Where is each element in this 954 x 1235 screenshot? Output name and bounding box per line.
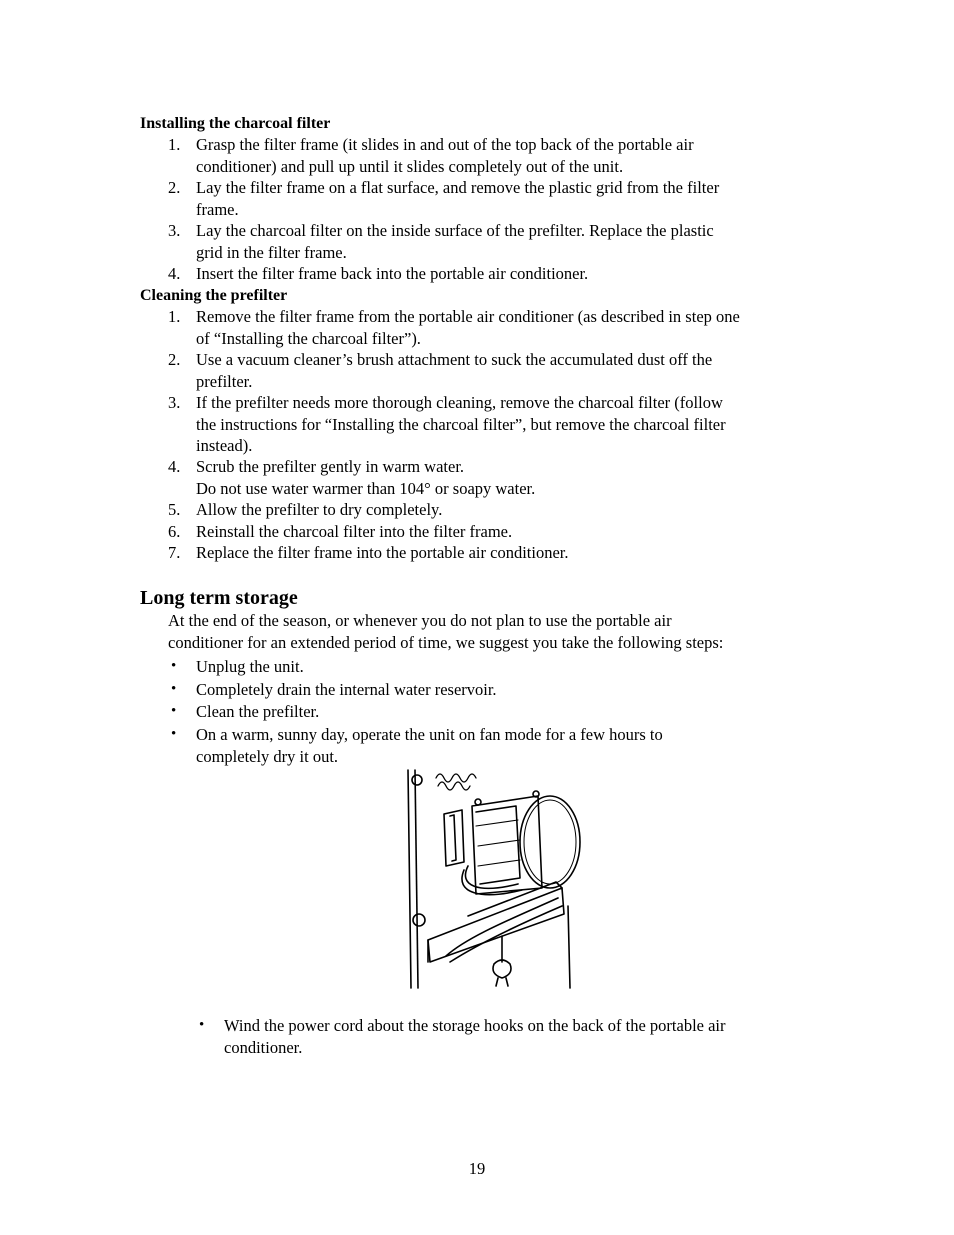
step-text: the instructions for “Installing the charcoal filter”, but remove the charcoal filter <box>196 414 726 434</box>
step-text: conditioner) and pull up until it slides completely out of the unit. <box>196 156 624 176</box>
step-number: 1. <box>168 135 181 154</box>
step-number: 2. <box>168 178 181 197</box>
storage-intro-paragraph <box>168 610 818 653</box>
step-text: Lay the filter frame on a flat surface, and remove the plastic grid from the filter <box>196 178 720 197</box>
power-cord-storage-illustration <box>398 766 588 992</box>
installing-charcoal-filter-heading: Installing the charcoal filter <box>140 115 331 132</box>
step-number: 2. <box>168 350 181 369</box>
step-number: 3. <box>168 393 181 412</box>
step-text: of “Installing the charcoal filter”). <box>196 328 421 348</box>
bullet-text: Clean the prefilter. <box>196 702 320 721</box>
step-text: frame. <box>196 199 239 219</box>
step-number: 4. <box>168 457 181 476</box>
step-number: 5. <box>168 500 181 519</box>
step-text: prefilter. <box>196 371 253 391</box>
bullet-text: Wind the power cord about the storage hooks on the back of the portable air <box>224 1016 726 1035</box>
step-text: Insert the filter frame back into the portable air conditioner. <box>196 264 589 283</box>
step-text: instead). <box>196 436 253 455</box>
bullet-text: conditioner. <box>224 1037 303 1057</box>
bullet-text: Unplug the unit. <box>196 657 304 676</box>
step-text: Replace the filter frame into the portable air conditioner. <box>196 543 569 562</box>
step-text: Reinstall the charcoal filter into the filter frame. <box>196 522 513 541</box>
intro-line: At the end of the season, or whenever you do not plan to use the portable air <box>168 611 672 630</box>
step-text: grid in the filter frame. <box>196 242 347 262</box>
long-term-storage-heading: Long term storage <box>140 587 298 609</box>
step-number: 7. <box>168 543 181 562</box>
intro-line: conditioner for an extended period of time, we suggest you take the following steps: <box>168 632 724 652</box>
step-text: Allow the prefilter to dry completely. <box>196 500 443 519</box>
bullet-text: completely dry it out. <box>196 746 339 766</box>
bullet-icon: • <box>171 681 177 697</box>
bullet-text: Completely drain the internal water reservoir. <box>196 680 497 699</box>
cleaning-prefilter-heading: Cleaning the prefilter <box>140 287 288 304</box>
step-text: If the prefilter needs more thorough cleaning, remove the charcoal filter (follow <box>196 393 723 412</box>
step-text: Do not use water warmer than 104° or soapy water. <box>196 478 536 498</box>
step-text: Grasp the filter frame (it slides in and out of the top back of the portable air <box>196 135 694 154</box>
step-number: 4. <box>168 264 181 283</box>
bullet-icon: • <box>171 703 177 719</box>
step-text: Lay the charcoal filter on the inside surface of the prefilter. Replace the plastic <box>196 221 714 240</box>
bullet-icon: • <box>199 1017 205 1033</box>
step-number: 3. <box>168 221 181 240</box>
step-number: 1. <box>168 307 181 326</box>
bullet-icon: • <box>171 726 177 742</box>
bullet-text: On a warm, sunny day, operate the unit on fan mode for a few hours to <box>196 725 663 744</box>
page-number: 19 <box>468 1159 486 1178</box>
step-number: 6. <box>168 522 181 541</box>
step-text: Remove the filter frame from the portable air conditioner (as described in step one <box>196 307 740 326</box>
bullet-icon: • <box>171 658 177 674</box>
step-text: Scrub the prefilter gently in warm water. <box>196 457 465 476</box>
step-text: Use a vacuum cleaner’s brush attachment to suck the accumulated dust off the <box>196 350 713 369</box>
